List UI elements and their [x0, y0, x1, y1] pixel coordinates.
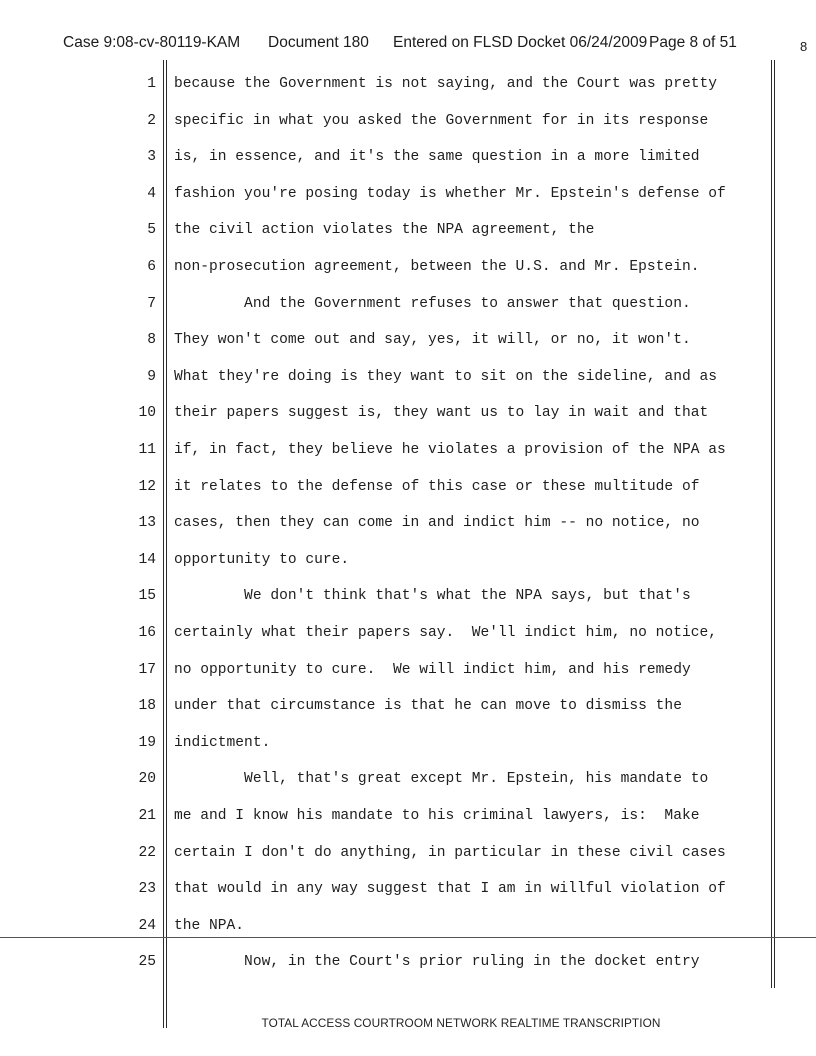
line-text: fashion you're posing today is whether Mr. Epstein's defense of: [174, 185, 726, 202]
transcript-line: [0, 588, 816, 610]
line-number: 25: [138, 954, 156, 971]
line-text: if, in fact, they believe he violates a provision of the NPA as: [174, 442, 726, 458]
line-text: cases, then they can come in and indict him -- no notice, no: [174, 515, 700, 532]
line-text: They won't come out and say, yes, it will, or no, it won't.: [174, 332, 691, 349]
line-text: And the Government refuses to answer that question.: [174, 295, 691, 312]
transcript-page-number: 8: [800, 39, 808, 54]
line-text: is, in essence, and it's the same question in a more limited: [174, 149, 700, 166]
line-number: 9: [147, 368, 156, 385]
transcript-line: [0, 625, 816, 647]
transcript-line: [0, 698, 816, 720]
line-number: 16: [138, 625, 156, 641]
line-number: 6: [147, 259, 156, 275]
line-text: no opportunity to cure. We will indict him, and his remedy: [174, 661, 691, 678]
line-number: 12: [138, 478, 156, 495]
line-text: certainly what their papers say. We'll indict him, no notice,: [174, 625, 717, 641]
line-text: non-prosecution agreement, between the U.S. and Mr. Epstein.: [174, 259, 700, 275]
transcript-line: [0, 479, 816, 501]
transcript-line: [0, 515, 816, 537]
line-text: under that circumstance is that he can move to dismiss the: [174, 698, 682, 715]
transcript-line: [0, 186, 816, 208]
line-number: 4: [147, 185, 156, 202]
transcript-line: [0, 735, 816, 757]
line-text: Well, that's great except Mr. Epstein, his mandate to: [174, 771, 709, 788]
line-text: their papers suggest is, they want us to lay in wait and that: [174, 405, 709, 422]
page-footer: [0, 1016, 816, 1030]
transcript-line: [0, 954, 816, 976]
line-number: 11: [138, 442, 156, 458]
case-number: Case 9:08-cv-80119-KAM: [63, 34, 241, 51]
line-text: that would in any way suggest that I am in willful violation of: [174, 881, 726, 898]
line-number: 14: [138, 551, 156, 568]
line-number: 8: [147, 332, 156, 349]
docket-header: [63, 34, 783, 56]
line-number: 21: [138, 808, 156, 824]
transcript-line: [0, 405, 816, 427]
line-text: certain I don't do anything, in particular in these civil cases: [174, 844, 726, 861]
line-number: 15: [138, 588, 156, 605]
transcript-line: [0, 552, 816, 574]
line-text: opportunity to cure.: [174, 551, 350, 568]
transcript-line: [0, 149, 816, 171]
line-number: 13: [138, 515, 156, 532]
transcript-line: [0, 113, 816, 135]
line-text: Now, in the Court's prior ruling in the docket entry: [174, 954, 700, 971]
line-text: indictment.: [174, 734, 271, 751]
line-number: 24: [138, 917, 156, 934]
line-number: 22: [138, 844, 156, 861]
transcript-line: [0, 76, 816, 98]
transcript-line: [0, 259, 816, 281]
line-number: 1: [147, 76, 156, 92]
document-number: Document 180: [268, 34, 369, 51]
transcript-line: [0, 296, 816, 318]
transcript-line: [0, 662, 816, 684]
line-text: the civil action violates the NPA agreement, the: [174, 222, 595, 239]
line-number: 23: [138, 881, 156, 898]
transcript-line: [0, 845, 816, 867]
line-text: specific in what you asked the Government for in its response: [174, 112, 709, 129]
line-text: What they're doing is they want to sit on the sideline, and as: [174, 368, 717, 385]
line-number: 17: [138, 661, 156, 678]
line-number: 3: [147, 149, 156, 166]
transcript-line: [0, 222, 816, 244]
line-number: 18: [138, 698, 156, 715]
entered-date: Entered on FLSD Docket 06/24/2009: [393, 34, 648, 51]
transcript-line: [0, 332, 816, 354]
line-number: 5: [147, 222, 156, 239]
line-text: it relates to the defense of this case or these multitude of: [174, 478, 700, 495]
transcript-line: [0, 771, 816, 793]
line-text: because the Government is not saying, and the Court was pretty: [174, 76, 717, 92]
line-text: the NPA.: [174, 917, 245, 934]
transcript-line: [0, 881, 816, 903]
line-text: me and I know his mandate to his criminal lawyers, is: Make: [174, 808, 700, 824]
line-number: 10: [138, 405, 156, 422]
transcript-line: [0, 808, 816, 830]
line-number: 7: [147, 295, 156, 312]
line-number: 19: [138, 734, 156, 751]
line-text: We don't think that's what the NPA says, but that's: [174, 588, 691, 605]
page-of: Page 8 of 51: [649, 34, 737, 51]
line-number: 2: [147, 112, 156, 129]
footer-text: TOTAL ACCESS COURTROOM NETWORK REALTIME TRANSCRIPTION: [261, 1016, 661, 1030]
transcript-line: [0, 918, 816, 940]
transcript-line: [0, 442, 816, 464]
transcript-line: [0, 369, 816, 391]
line-number: 20: [138, 771, 156, 788]
